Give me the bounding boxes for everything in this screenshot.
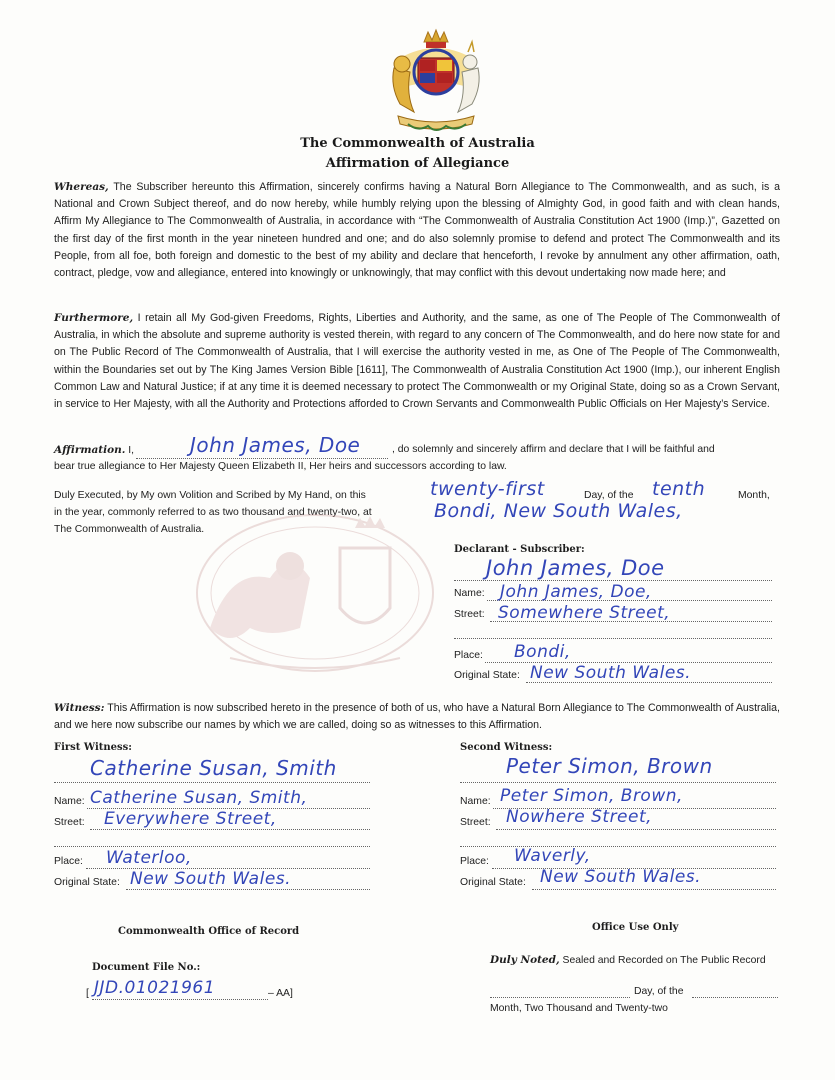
document-file-suffix: – AA] (268, 988, 293, 999)
first-witness-place-label: Place: (54, 856, 83, 867)
office-use-month-line (692, 997, 778, 998)
first-witness-signature-line (54, 782, 370, 783)
second-witness-street-line (496, 829, 776, 830)
furthermore-paragraph (54, 310, 780, 413)
execution-day-label: Day, of the (584, 490, 634, 501)
declarant-signature-line (454, 580, 772, 581)
second-witness-name-handwritten: Peter Simon, Brown, (500, 786, 683, 806)
second-witness-state-label: Original State: (460, 877, 526, 888)
declarant-state-label: Original State: (454, 670, 520, 681)
second-witness-state-handwritten: New South Wales. (540, 867, 702, 887)
second-witness-street-line2 (460, 846, 776, 847)
declarant-state-handwritten: New South Wales. (530, 663, 692, 683)
execution-month-label: Month, (738, 490, 770, 501)
affirmation-suffix: , do solemnly and sincerely affirm and declare that I will be faithful and (392, 444, 715, 455)
whereas-text: The Subscriber hereunto this Affirmation, sincerely confirms having a Natural Born Allegiance to The Commonwealth, and as such, is a National and Crown Subject thereof, and do now hereby, while humbly relying upon the blessing of Almighty God, in good faith and with clean hands, Affirm My Allegiance to The Commonwealth of Australia, in accordance with “The Commonwealth of Australia Constitution Act 1900 (Imp.)”, Gazetted on the first day of the first month in the year nineteen hundred and one; and do also solemnly promise to defend and protect The Commonwealth and its People, from all foe, both foreign and domestic to the best of my ability and declare that henceforth, I revoke by annulment any other affirmation, oath, contract, pledge, vow and allegiance, entered into knowingly or unknowingly, that may conflict with this devout undertaking now made here; and (54, 181, 780, 280)
second-witness-street-label: Street: (460, 817, 491, 828)
furthermore-text: I retain all My God-given Freedoms, Rights, Liberties and Authority, and the same, as one of The People of The Commonwealth of Australia, in which the absolute and supreme authority is vested therein, with regard to any concern of The Commonwealth, and do here now state for and on The Public Record of The Commonwealth of Australia, that I will exercise the authority vested in me, as One of The People of The Commonwealth, within the Boundaries set out by The King James Version Bible [1611], The Commonwealth of Australia Constitution Act 1900 (Imp.), our inherent English Common Law and Natural Justice; if at any time it is deemed necessary to protect The Commonwealth or my Original State, doing so as a Crown Servant, in service to Her Majesty, with all the Authority and Protections afforded to Crown Servants and Commonwealth Public Officials on Her Majesty’s Service. (54, 312, 780, 411)
declarant-name-handwritten: John James, Doe, (500, 582, 652, 602)
first-witness-street-handwritten: Everywhere Street, (104, 809, 277, 829)
seal-watermark-icon (190, 508, 440, 678)
declarant-name-label: Name: (454, 588, 485, 599)
execution-line3: The Commonwealth of Australia. (54, 524, 205, 535)
execution-month-handwritten: tenth (652, 478, 706, 500)
first-witness-street-line (90, 829, 370, 830)
second-witness-state-line (532, 889, 776, 890)
execution-day-handwritten: twenty-first (430, 478, 545, 500)
affirmation-prefix: I, (125, 445, 135, 456)
declarant-place-handwritten: Bondi, (514, 642, 571, 662)
second-witness-street-handwritten: Nowhere Street, (506, 807, 653, 827)
first-witness-name-label: Name: (54, 796, 85, 807)
first-witness-signature: Catherine Susan, Smith (90, 756, 337, 780)
execution-line2: in the year, commonly referred to as two thousand and twenty-two, at (54, 507, 372, 518)
second-witness-name-label: Name: (460, 796, 491, 807)
office-use-lead: Duly Noted, (490, 954, 560, 966)
document-subtitle: Affirmation of Allegiance (325, 156, 510, 171)
declarant-street-line2 (454, 638, 772, 639)
office-use-line1-text: Sealed and Recorded on The Public Record (559, 955, 766, 966)
affirmation-lead: Affirmation. (54, 444, 126, 456)
second-witness-signature: Peter Simon, Brown (506, 754, 713, 778)
affirmation-name-handwritten: John James, Doe (190, 433, 361, 457)
office-use-heading: Office Use Only (592, 922, 679, 933)
office-of-record-heading: Commonwealth Office of Record (118, 926, 300, 937)
first-witness-state-line (126, 889, 370, 890)
document-file-open-bracket: [ (86, 988, 89, 999)
execution-line1: Duly Executed, by My own Volition and Scribed by My Hand, on this (54, 490, 366, 501)
second-witness-heading: Second Witness: (460, 742, 553, 753)
declarant-place-label: Place: (454, 650, 483, 661)
second-witness-signature-line (460, 782, 776, 783)
office-use-month-line-text: Month, Two Thousand and Twenty-two (490, 1003, 668, 1014)
royal-coat-of-arms-icon (384, 28, 488, 136)
first-witness-place-handwritten: Waterloo, (106, 848, 192, 868)
first-witness-name-handwritten: Catherine Susan, Smith, (90, 788, 308, 808)
first-witness-state-label: Original State: (54, 877, 120, 888)
first-witness-heading: First Witness: (54, 742, 132, 753)
witness-paragraph (54, 700, 780, 734)
document-title: The Commonwealth of Australia (300, 136, 535, 151)
furthermore-lead: Furthermore, (54, 312, 134, 324)
whereas-lead: Whereas, (54, 181, 109, 193)
second-witness-place-label: Place: (460, 856, 489, 867)
office-use-day-label: Day, of the (634, 986, 684, 997)
declarant-heading: Declarant - Subscriber: (454, 544, 585, 555)
affirmation-label (54, 444, 134, 456)
execution-place-handwritten: Bondi, New South Wales, (434, 500, 683, 522)
first-witness-state-handwritten: New South Wales. (130, 869, 292, 889)
affirmation-line2: bear true allegiance to Her Majesty Queen Elizabeth II, Her heirs and successors according to law. (54, 461, 507, 472)
first-witness-street-line2 (54, 846, 370, 847)
declarant-signature: John James, Doe (486, 556, 665, 580)
document-file-line (92, 999, 268, 1000)
document-file-label: Document File No.: (92, 962, 201, 973)
office-use-day-line (490, 997, 630, 998)
declarant-street-label: Street: (454, 609, 485, 620)
declarant-street-handwritten: Somewhere Street, (498, 603, 671, 623)
affirmation-name-line (136, 458, 388, 459)
office-use-line1 (490, 954, 766, 966)
witness-lead: Witness: (54, 702, 105, 714)
whereas-paragraph (54, 179, 780, 282)
witness-text: This Affirmation is now subscribed hereto in the presence of both of us, who have a Natural Born Allegiance to The Commonwealth of Australia, and we here now subscribe our names by which we are called, doing so as witnesses to this Affirmation. (54, 702, 780, 732)
second-witness-place-handwritten: Waverly, (514, 846, 591, 866)
document-file-handwritten: JJD.01021961 (94, 978, 216, 998)
first-witness-street-label: Street: (54, 817, 85, 828)
